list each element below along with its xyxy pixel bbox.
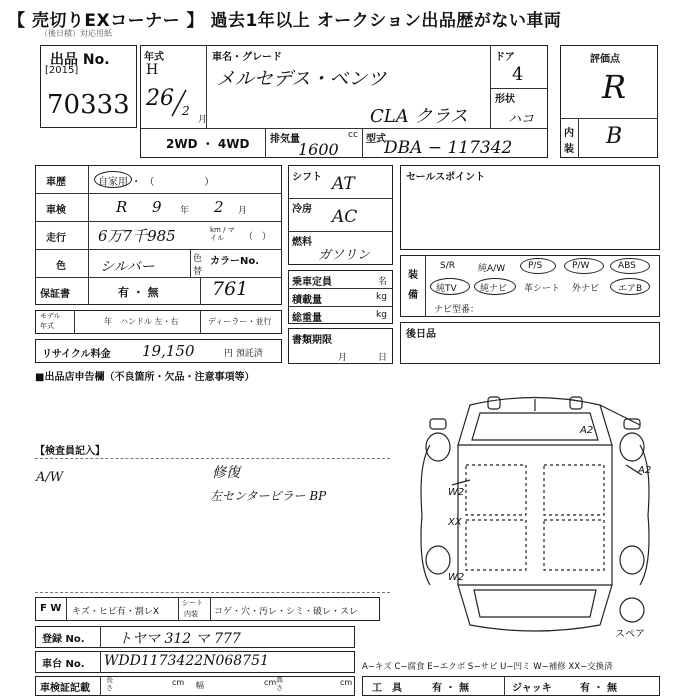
handle-side: ハンドル 左・右 [120, 317, 179, 326]
diagram-mark-a2-right: A2 [638, 465, 652, 476]
lot-box [40, 45, 137, 128]
chassis-value: WDD1173422N068751 [104, 653, 269, 669]
name-maker: メルセデス・ベンツ [216, 68, 387, 90]
interior-value: B [606, 124, 623, 149]
name-label: 車名・グレード [212, 52, 282, 63]
inspector-note-pillar: 左センターピラー BP [210, 489, 327, 503]
equip-sr: S/R [440, 261, 455, 271]
diagram-mark-w2-side: W2 [448, 487, 465, 498]
door-label: ドア [495, 52, 515, 63]
diagram-mark-a2-top: A2 [580, 425, 594, 436]
tools-value: 有 ・ 無 [432, 683, 469, 694]
diagram-spare-label: スペア [615, 629, 645, 640]
jack-value: 有 ・ 無 [580, 683, 617, 694]
docs-day: 日 [378, 353, 388, 363]
interior-label-2: 装 [564, 144, 574, 155]
weight-unit: kg [376, 310, 387, 320]
cert-length-unit: cm [172, 678, 185, 687]
docs-label: 書類期限 [292, 335, 332, 346]
inspection-month-unit: 月 [238, 206, 248, 216]
equip-leather: 革シート [524, 284, 561, 294]
color-code-label: カラーNo. [210, 256, 260, 267]
fw-items2: コゲ・穴・汚レ・シミ・破レ・スレ [214, 607, 359, 617]
mileage-label: 走行 [46, 233, 66, 244]
equip-aw: 純A/W [478, 264, 506, 274]
inspection-label: 車検 [46, 205, 66, 216]
fw-items: キズ・ヒビ有・割レX [72, 607, 159, 617]
retrofit-box [400, 322, 660, 364]
mileage-value: 6万7千985 [98, 227, 176, 245]
lot-number: 70333 [47, 90, 130, 120]
equip-ps: P/S [528, 261, 543, 271]
equipment-label-1: 装 [408, 270, 418, 281]
model-year-label-1: モデル [40, 312, 61, 320]
shift-value: AT [332, 174, 355, 194]
equip-navi: 純ナビ [480, 284, 508, 294]
name-grade: CLA クラス [370, 106, 468, 127]
ac-label: 冷房 [292, 204, 312, 215]
seat-label-2: 内装 [184, 610, 198, 618]
warranty-value: 有 ・ 無 [118, 286, 159, 299]
retrofit-label: 後日品 [406, 329, 436, 340]
equip-tv: 純TV [436, 284, 457, 294]
tools-label: 工 具 [372, 683, 402, 694]
load-unit: kg [376, 292, 387, 302]
year-label: 年式 [144, 52, 164, 63]
diagram-mark-w2-lower: W2 [448, 572, 465, 583]
banner-title: 【 売切りEXコーナー 】 過去1年以上 オークション出品歴がない車両 [8, 11, 562, 31]
warranty-label: 保証書 [40, 289, 70, 300]
cert-height-unit: cm [340, 678, 353, 687]
score-value: R [602, 68, 627, 106]
color-change-2: 替 [193, 267, 203, 277]
mileage-unit: km / マイル [210, 226, 235, 242]
diagram-mark-xx: XX [448, 517, 462, 528]
inspection-year-unit: 年 [180, 206, 190, 216]
seat-label-1: シート [182, 599, 203, 607]
shift-label: シフト [292, 172, 322, 183]
navi-type-label: ナビ型番： [434, 305, 480, 315]
mileage-paren: （ ） [244, 232, 272, 242]
equipment-label-2: 備 [408, 290, 418, 301]
dealer-type: ディーラー・並行 [208, 317, 272, 326]
notice-label: ■出品店申告欄（不良箇所・欠品・注意事項等） [35, 372, 255, 383]
model-year-label-2: 年式 [40, 322, 54, 330]
displacement-value: 1600 [298, 140, 339, 159]
color-value: シルバー [100, 259, 155, 275]
registration-value: トヤマ 312 マ 777 [118, 631, 241, 647]
inspection-era: R [116, 198, 128, 216]
weight-label: 総重量 [292, 313, 322, 324]
cert-height: 高さ [276, 676, 283, 692]
lot-year-stamp: [2015] [45, 65, 79, 76]
load-label: 積載量 [292, 295, 322, 306]
color-change-1: 色 [193, 254, 203, 264]
interior-label-1: 内 [564, 128, 574, 139]
color-code-value: 761 [212, 278, 249, 300]
door-value: 4 [512, 64, 524, 85]
inspector-note-aw: A/W [36, 470, 64, 485]
registration-label: 登録 No. [42, 634, 85, 645]
capacity-unit: 名 [378, 277, 388, 287]
corner-note: （後日積）対応用紙 [40, 29, 112, 38]
history-label: 車歴 [46, 177, 66, 188]
recycle-value: 19,150 [142, 342, 195, 360]
displacement-unit: cc [348, 130, 358, 140]
year-month-unit: 月 [198, 115, 208, 125]
damage-legend: A−キズ C−腐食 E−エクボ S−サビ U−凹ミ W−補修 XX−交換済 [362, 662, 613, 672]
jack-label: ジャッキ [512, 683, 552, 694]
inspector-note-repair: 修復 [212, 465, 240, 481]
fw-label: F W [40, 603, 62, 614]
cert-length: 長さ [106, 676, 113, 692]
score-label: 評価点 [590, 54, 620, 65]
sales-point-label: セールスポイント [406, 172, 486, 183]
year-value: 26 [146, 86, 174, 111]
model-label: 型式 [366, 134, 386, 145]
equip-pw: P/W [572, 261, 590, 271]
drive-label: 2WD ・ 4WD [166, 137, 250, 151]
recycle-label: リサイクル料金 [42, 349, 111, 360]
year-era: H [146, 62, 159, 78]
equip-abs: ABS [618, 261, 636, 271]
inspection-year: 9 [152, 198, 162, 216]
history-value: 自家用 ・ （ ） [98, 177, 215, 188]
equip-ext-navi: 外ナビ [572, 284, 600, 294]
certificate-label: 車検証記載 [40, 683, 90, 694]
shape-label: 形状 [495, 94, 515, 105]
color-label: 色 [56, 261, 66, 272]
equip-airbag: エアB [618, 284, 643, 294]
model-value: DBA − 117342 [384, 138, 513, 158]
chassis-label: 車台 No. [42, 659, 85, 670]
car-damage-diagram [400, 385, 670, 645]
lot-label: 出品 No. [50, 52, 110, 68]
ac-value: AC [332, 207, 358, 227]
recycle-unit: 円 預託済 [224, 349, 263, 359]
inspector-label: 【検査員記入】 [35, 446, 105, 457]
cert-width-unit: cm [264, 678, 277, 687]
shape-value: ハコ [508, 112, 535, 127]
docs-unit: 月 [338, 353, 348, 363]
model-year-unit: 年 [104, 317, 112, 326]
fuel-label: 燃料 [292, 237, 312, 248]
inspection-month: 2 [214, 198, 224, 216]
fuel-value: ガソリン [318, 248, 371, 263]
capacity-label: 乗車定員 [292, 277, 332, 288]
cert-width: 幅 [196, 681, 204, 690]
displacement-label: 排気量 [270, 134, 300, 145]
year-month: 2 [182, 104, 190, 118]
